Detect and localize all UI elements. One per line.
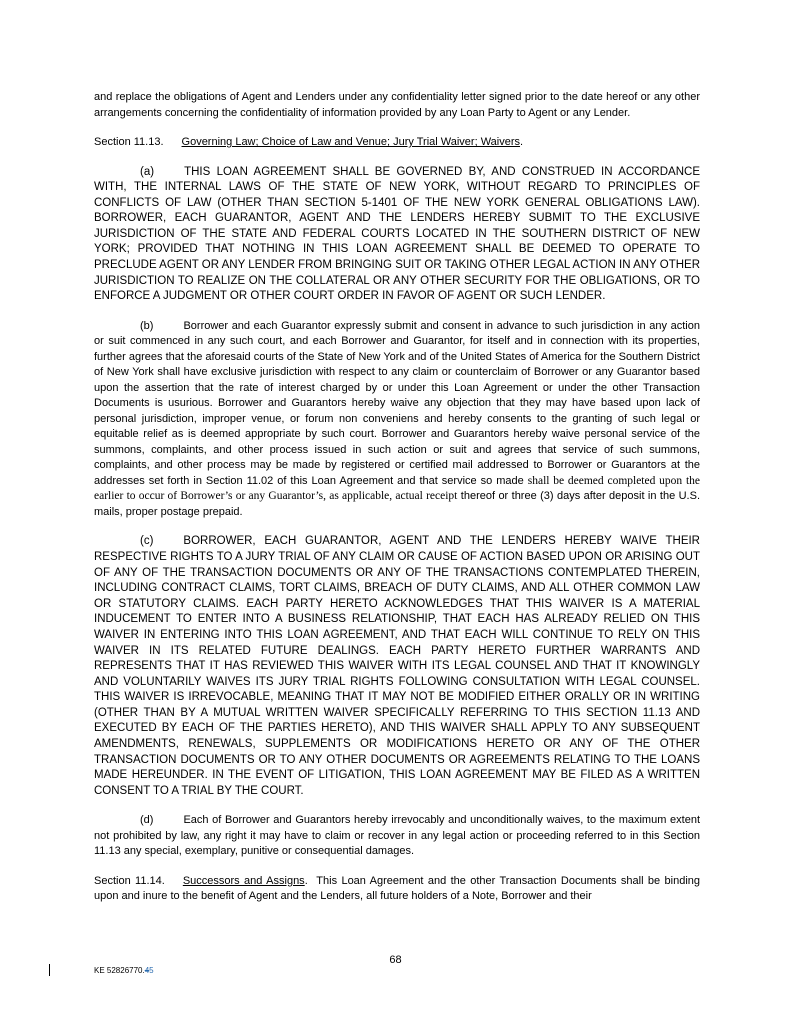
section-11-14-title: Successors and Assigns — [182, 874, 305, 887]
footer-doc-id — [94, 966, 154, 975]
page-number: 68 — [389, 954, 402, 966]
section-title: Governing Law; Choice of Law and Venue; Jury Trial Waiver; Waivers — [181, 136, 521, 148]
section-11-13-heading: Section 11.13. Governing Law; Choice of Law and Venue; Jury Trial Waiver; Waivers. — [94, 136, 524, 148]
document-page — [94, 90, 700, 905]
paragraph-b-text-1: Borrower and each Guarantor expressly submit and consent in advance to such jurisdiction in any action or suit commenced in any such court, and each Borrower and Guarantor, for itself and in connection with its properties, further agrees that the aforesaid courts of the State of New York and of the United States of America for the Southern District of New York shall have exclusive jurisdiction with respect to any claim or counterclaim of Borrower or any Guarantor based upon the assertion that the rate of interest charged by or under this Loan Agreement or under the other Transaction Documents is usurious. Borrower and Guarantors hereby waive any objection that they may have based upon lack of personal jurisdiction, improper venue, or forum non conveniens and hereby consents to the granting of such legal or equitable relief as is deemed appropriate by such court. Borrower and Guarantors hereby waive personal service of the summons, complaints, and other process issued in such action or suit and agrees that service of such summons, complaints, and other process may be made by registered or certified mail addressed to Borrower or Guarantors at the addresses set forth in Section 11.02 of this Loan Agreement and that service so made — [94, 319, 700, 487]
revision-new: 5 — [149, 966, 154, 975]
paragraph-c-text: BORROWER, EACH GUARANTOR, AGENT AND THE LENDERS HEREBY WAIVE THEIR RESPECTIVE RIGHTS TO A JURY TRIAL OF ANY CLAIM OR CAUSE OF ACTION BASED UPON OR ARISING OUT OF ANY OF THE TRANSACTION DOCUMENTS OR ANY OF THE TRANSACTIONS CONTEMPLATED THEREIN, INCLUDING CONTRACT CLAIMS, TORT CLAIMS, BREACH OF DUTY CLAIMS, AND ALL OTHER COMMON LAW OR STATUTORY CLAIMS. EACH PARTY HERETO ACKNOWLEDGES THAT THIS WAIVER IS A MATERIAL INDUCEMENT TO ENTER INTO A BUSINESS RELATIONSHIP, THAT EACH HAS ALREADY RELIED ON THIS WAIVER IN ENTERING INTO THIS LOAN AGREEMENT, AND THAT EACH WILL CONTINUE TO RELY ON THIS WAIVER IN ITS RELATED FUTURE DEALINGS. EACH PARTY HERETO FURTHER WARRANTS AND REPRESENTS THAT IT HAS REVIEWED THIS WAIVER WITH ITS LEGAL COUNSEL AND THAT IT KNOWINGLY AND VOLUNTARILY WAIVES ITS JURY TRIAL RIGHTS FOLLOWING CONSULTATION WITH LEGAL COUNSEL. THIS WAIVER IS IRREVOCABLE, MEANING THAT IT MAY NOT BE MODIFIED EITHER ORALLY OR IN WRITING (OTHER THAN BY A MUTUAL WRITTEN WAIVER SPECIFICALLY REFERRING TO THIS SECTION 11.13 AND EXECUTED BY EACH OF THE PARTIES HERETO), AND THIS WAIVER SHALL APPLY TO ANY SUBSEQUENT AMENDMENTS, RENEWALS, SUPPLEMENTS OR MODIFICATIONS HERETO OR ANY OF THE OTHER TRANSACTION DOCUMENTS OR TO ANY OTHER DOCUMENTS OR AGREEMENTS RELATING TO THE LOANS MADE HEREUNDER. IN THE EVENT OF LITIGATION, THIS LOAN AGREEMENT MAY BE FILED AS A WRITTEN CONSENT TO A TRIAL BY THE COURT. — [94, 535, 700, 797]
paragraph-d-label: (d) — [140, 814, 154, 827]
paragraph-a-text: THIS LOAN AGREEMENT SHALL BE GOVERNED BY, AND CONSTRUED IN ACCORDANCE WITH, THE INTERNAL LAWS OF THE STATE OF NEW YORK, WITHOUT REGARD TO PRINCIPLES OF CONFLICTS OF LAW (OTHER THAN SECTION 5-1401 OF THE NEW YORK GENERAL OBLIGATIONS LAW). BORROWER, EACH GUARANTOR, AGENT AND THE LENDERS HEREBY SUBMIT TO THE EXCLUSIVE JURISDICTION OF THE STATE AND FEDERAL COURTS LOCATED IN THE SOUTHERN DISTRICT OF NEW YORK; PROVIDED THAT NOTHING IN THIS LOAN AGREEMENT SHALL BE DEEMED TO OPERATE TO PRECLUDE AGENT OR ANY LENDER FROM BRINGING SUIT OR TAKING OTHER LEGAL ACTION IN ANY OTHER JURISDICTION TO REALIZE ON THE COLLATERAL OR ANY OTHER SECURITY FOR THE OBLIGATIONS, OR TO ENFORCE A JUDGMENT OR OTHER COURT ORDER IN FAVOR OF AGENT OR SUCH LENDER. — [94, 165, 701, 303]
paragraph-d — [94, 813, 700, 860]
paragraph-b-text-3: thereof or three (3) days after deposit in the U.S. mails, proper postage prepaid. — [94, 490, 701, 518]
intro-paragraph: and replace the obligations of Agent and Lenders under any confidentiality letter signed prior to the date hereof or any other arrangements concerning the confidentiality of information provided by any Loan Party to Agent or any Lender. — [94, 91, 700, 119]
section-number: Section 11.13. — [94, 136, 164, 148]
paragraph-b — [94, 319, 700, 521]
section-11-14: Section 11.14. Successors and Assigns. This Loan Agreement and the other Transaction Documents shall be binding upon and inure to the benefit of Agent and the Lenders, all future holders of a Note, Borrower and their — [94, 874, 700, 903]
paragraph-d-text: Each of Borrower and Guarantors hereby irrevocably and unconditionally waives, to the maximum extent not prohibited by law, any right it may have to claim or recover in any legal action or proceeding referred to in this Section 11.13 any special, exemplary, punitive or consequential damages. — [94, 814, 700, 858]
section-11-14-text: This Loan Agreement and the other Transaction Documents shall be binding upon and inure to the benefit of Agent and the Lenders, all future holders of a Note, Borrower and their — [94, 874, 700, 903]
paragraph-a — [94, 165, 700, 305]
paragraph-b-text-2: shall be deemed completed upon the earlier to occur of Borrower’s or any Guarantor’s, as applicable, actual receipt — [94, 474, 701, 503]
section-11-14-number: Section 11.14. — [94, 874, 165, 887]
paragraph-c — [94, 534, 700, 799]
paragraph-b-label: (b) — [140, 319, 154, 332]
paragraph-a-label: (a) — [140, 165, 155, 178]
revision-old: 4 — [144, 966, 150, 975]
doc-id-text: KE 52826770. — [94, 966, 145, 975]
paragraph-c-label: (c) — [140, 535, 154, 548]
change-bar — [49, 964, 50, 976]
